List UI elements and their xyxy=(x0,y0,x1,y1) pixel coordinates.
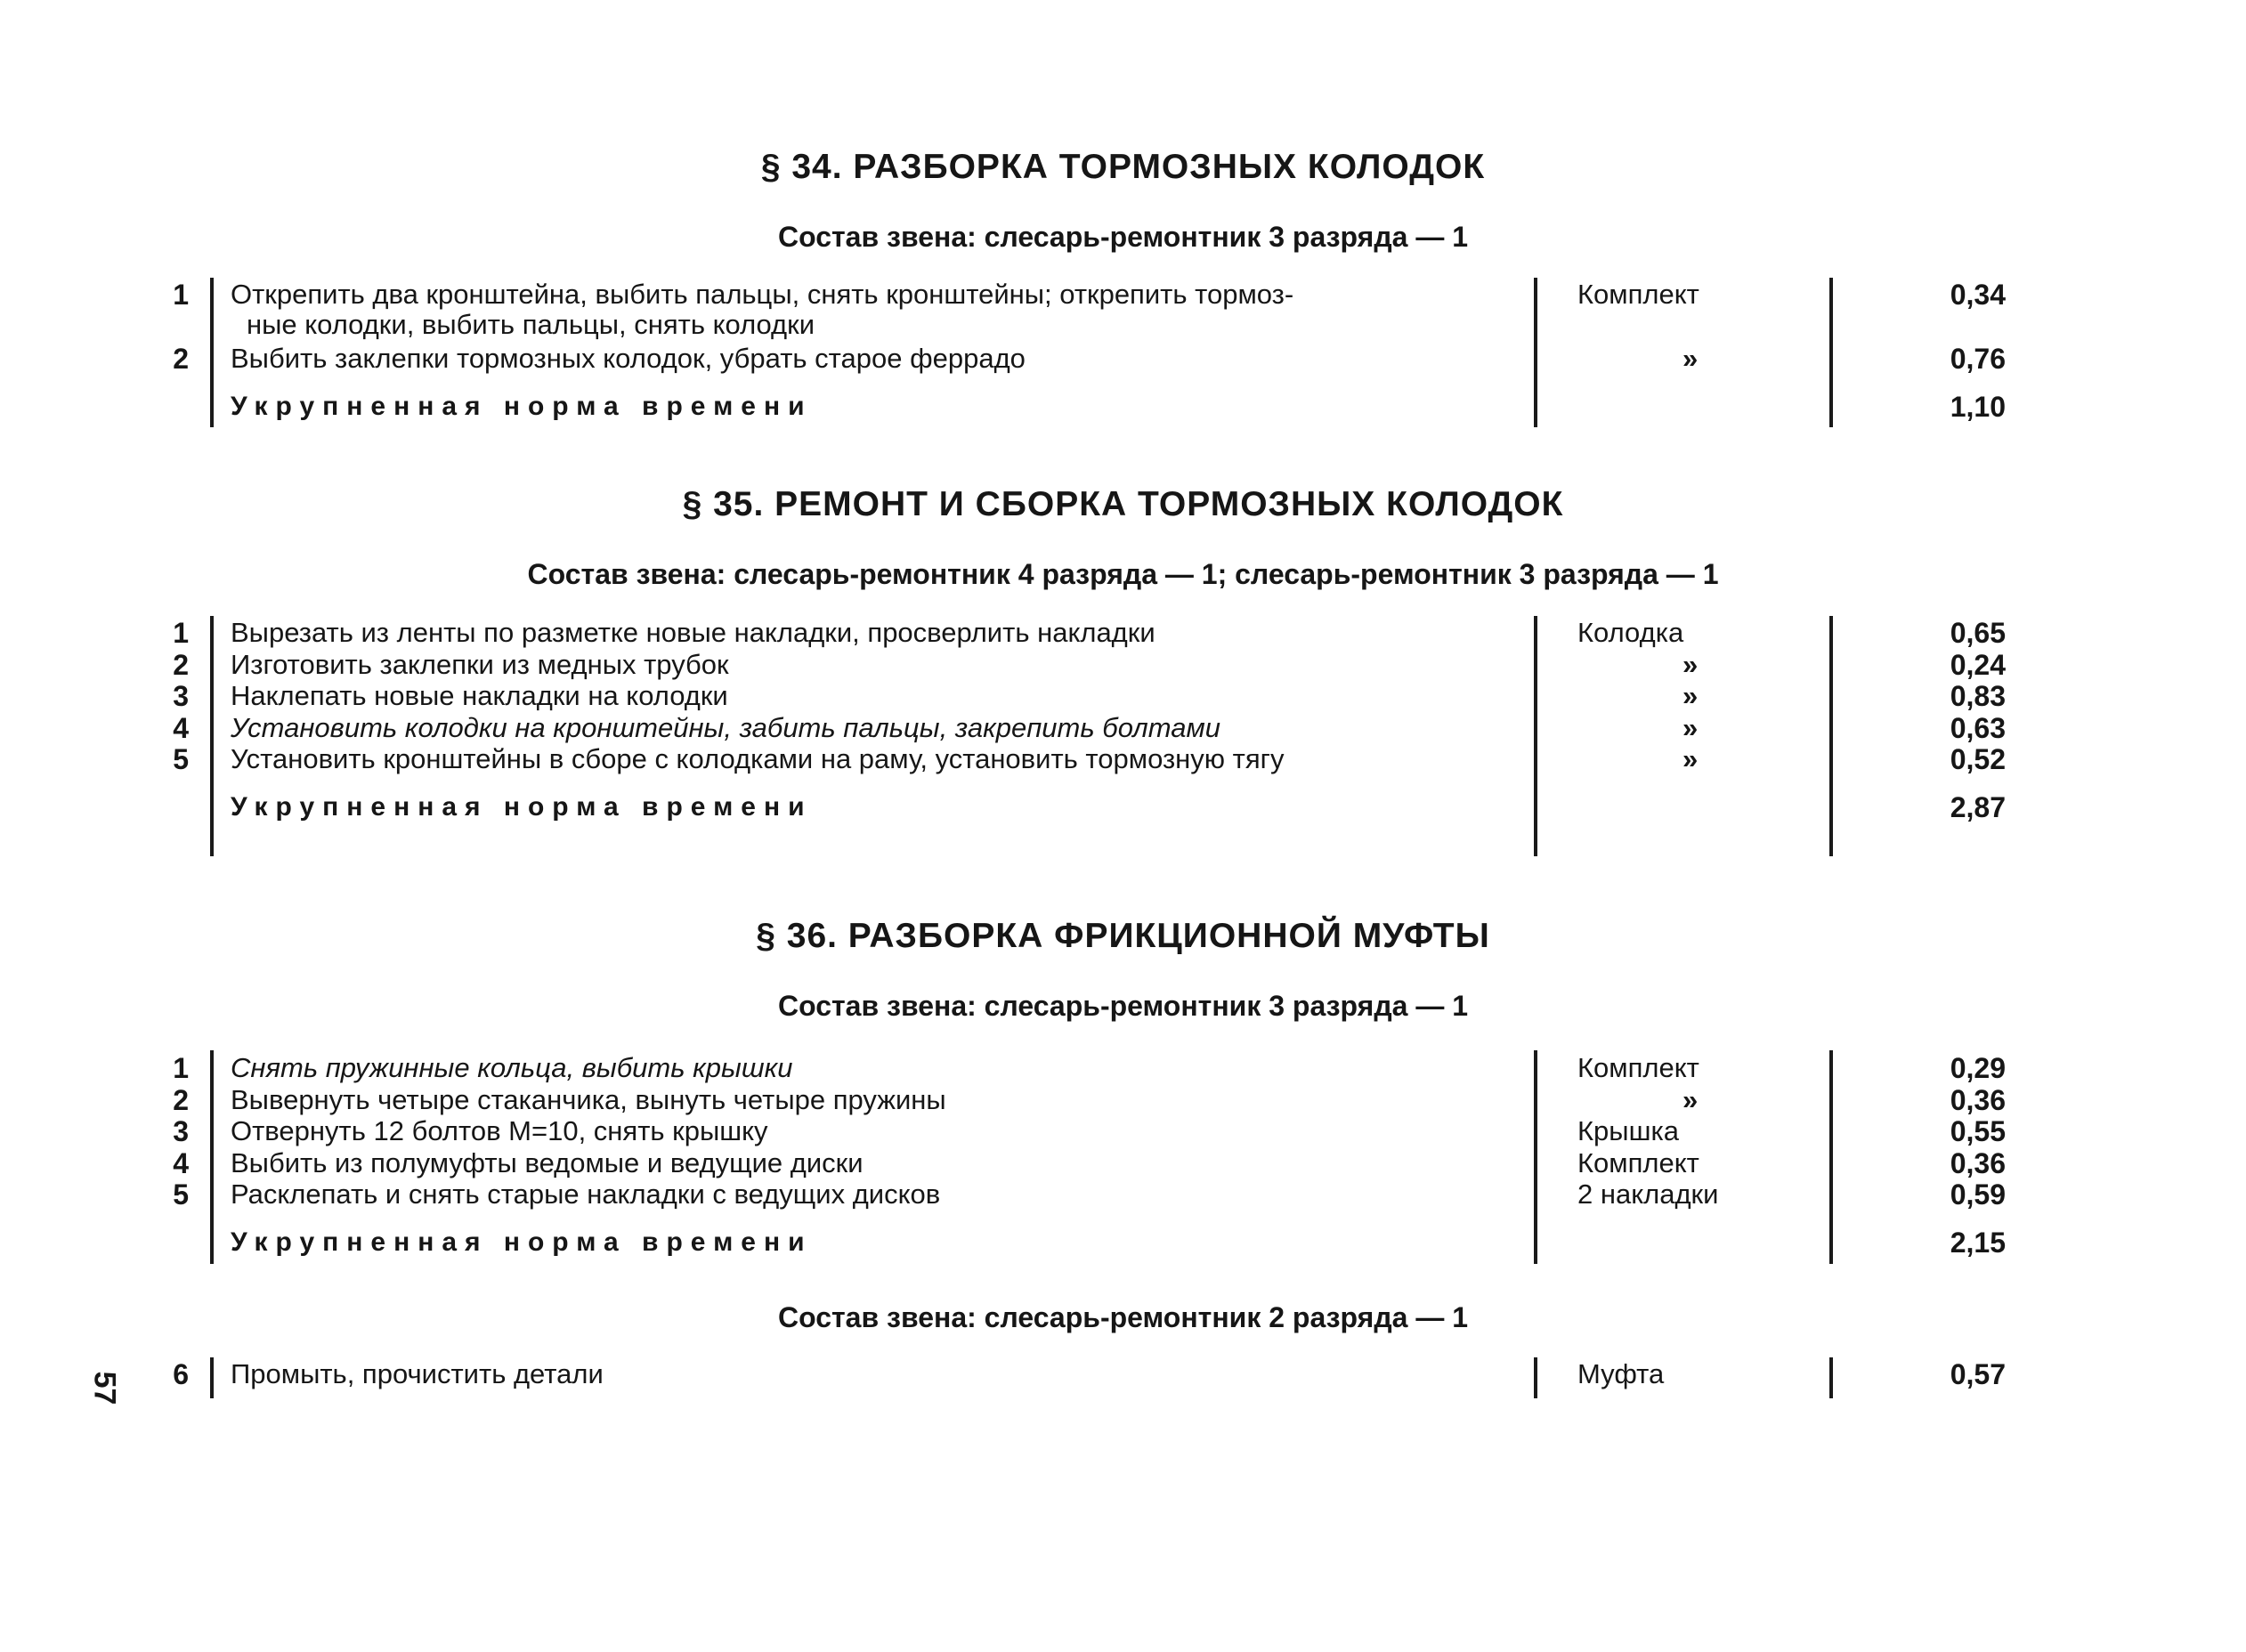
row-text: Наклепать новые накладки на колодки xyxy=(231,680,728,711)
row-unit: » xyxy=(1682,343,1699,374)
table-row xyxy=(0,1179,2246,1211)
row-unit: Комплект xyxy=(1577,1147,1699,1178)
table-row xyxy=(0,1053,2246,1085)
row-number: 5 xyxy=(173,743,189,775)
row-text: Выбить заклепки тормозных колодок, убрать старое феррадо xyxy=(231,343,1026,374)
row-unit: Крышка xyxy=(1577,1115,1679,1146)
total-value: 1,10 xyxy=(1950,391,2006,423)
table-row xyxy=(0,1148,2246,1180)
row-unit: » xyxy=(1682,649,1699,680)
row-unit: Комплект xyxy=(1577,1052,1699,1083)
table-row xyxy=(0,1359,2246,1391)
table-row xyxy=(0,1085,2246,1117)
row-value: 0,24 xyxy=(1950,649,2006,681)
section-35-title: § 35. РЕМОНТ И СБОРКА ТОРМОЗНЫХ КОЛОДОК xyxy=(682,485,1564,523)
row-number: 6 xyxy=(173,1358,189,1390)
table-row xyxy=(0,713,2246,745)
row-text: Установить колодки на кронштейны, забить пальцы, закрепить болтами xyxy=(231,712,1220,743)
section-34-crew: Состав звена: слесарь-ремонтник 3 разряда — 1 xyxy=(777,221,1469,253)
row-text xyxy=(231,279,1512,340)
row-text: Отвернуть 12 болтов М=10, снять крышку xyxy=(231,1115,768,1146)
row-value: 0,83 xyxy=(1950,680,2006,712)
row-number: 3 xyxy=(173,1115,189,1147)
table-row xyxy=(0,744,2246,776)
row-number: 4 xyxy=(173,1147,189,1179)
total-label: Укрупненная норма времени xyxy=(231,1227,813,1257)
row-text-continuation: ные колодки, выбить пальцы, снять колодки xyxy=(247,309,815,340)
table-row xyxy=(0,1116,2246,1148)
row-number: 1 xyxy=(173,617,189,649)
row-value: 0,36 xyxy=(1950,1147,2006,1179)
section-36-crew-2: Состав звена: слесарь-ремонтник 2 разряда — 1 xyxy=(777,1301,1469,1333)
row-text-line: Открепить два кронштейна, выбить пальцы, снять кронштейны; открепить тормоз- xyxy=(231,279,1294,310)
row-text: Промыть, прочистить детали xyxy=(231,1358,604,1389)
row-value: 0,36 xyxy=(1950,1084,2006,1116)
row-unit: Муфта xyxy=(1577,1358,1665,1389)
section-36-title: § 36. РАЗБОРКА ФРИКЦИОННОЙ МУФТЫ xyxy=(756,917,1490,955)
row-text: Расклепать и снять старые накладки с ведущих дисков xyxy=(231,1178,941,1210)
row-number: 2 xyxy=(173,343,189,375)
row-text: Снять пружинные кольца, выбить крышки xyxy=(231,1052,793,1083)
row-unit: Колодка xyxy=(1577,617,1684,648)
row-value: 0,29 xyxy=(1950,1052,2006,1084)
row-number: 2 xyxy=(173,1084,189,1116)
row-text: Выбить из полумуфты ведомые и ведущие диски xyxy=(231,1147,864,1178)
table-row xyxy=(0,650,2246,682)
total-value: 2,87 xyxy=(1950,791,2006,823)
table-row xyxy=(0,618,2246,650)
row-text: Установить кронштейны в сборе с колодками на раму, установить тормозную тягу xyxy=(231,743,1285,774)
section-34-title: § 34. РАЗБОРКА ТОРМОЗНЫХ КОЛОДОК xyxy=(760,148,1486,186)
row-unit: » xyxy=(1682,743,1699,774)
row-unit: Комплект xyxy=(1577,279,1699,310)
row-unit: » xyxy=(1682,680,1699,711)
row-number: 1 xyxy=(173,1052,189,1084)
row-value: 0,52 xyxy=(1950,743,2006,775)
total-value: 2,15 xyxy=(1950,1227,2006,1259)
total-row xyxy=(0,392,2246,424)
row-number: 3 xyxy=(173,680,189,712)
total-row xyxy=(0,1227,2246,1259)
row-value: 0,63 xyxy=(1950,712,2006,744)
total-row xyxy=(0,792,2246,824)
row-value: 0,34 xyxy=(1950,279,2006,311)
row-value: 0,65 xyxy=(1950,617,2006,649)
row-value: 0,57 xyxy=(1950,1358,2006,1390)
table-row xyxy=(0,681,2246,713)
section-36-crew: Состав звена: слесарь-ремонтник 3 разряда — 1 xyxy=(777,990,1469,1022)
row-number: 2 xyxy=(173,649,189,681)
row-number: 4 xyxy=(173,712,189,744)
table-row xyxy=(0,279,2246,342)
row-unit: » xyxy=(1682,1084,1699,1115)
row-value: 0,76 xyxy=(1950,343,2006,375)
table-row xyxy=(0,344,2246,376)
row-number: 1 xyxy=(173,279,189,311)
row-unit: 2 накладки xyxy=(1577,1178,1719,1210)
row-number: 5 xyxy=(173,1178,189,1211)
total-label: Укрупненная норма времени xyxy=(231,392,813,421)
row-value: 0,55 xyxy=(1950,1115,2006,1147)
section-35-crew: Состав звена: слесарь-ремонтник 4 разряда — 1; слесарь-ремонтник 3 разряда — 1 xyxy=(527,558,1719,590)
page-number: 57 xyxy=(87,1371,122,1405)
row-text: Вывернуть четыре стаканчика, вынуть четыре пружины xyxy=(231,1084,946,1115)
row-text: Изготовить заклепки из медных трубок xyxy=(231,649,729,680)
row-text: Вырезать из ленты по разметке новые накладки, просверлить накладки xyxy=(231,617,1155,648)
row-unit: » xyxy=(1682,712,1699,743)
total-label: Укрупненная норма времени xyxy=(231,792,813,822)
row-value: 0,59 xyxy=(1950,1178,2006,1211)
